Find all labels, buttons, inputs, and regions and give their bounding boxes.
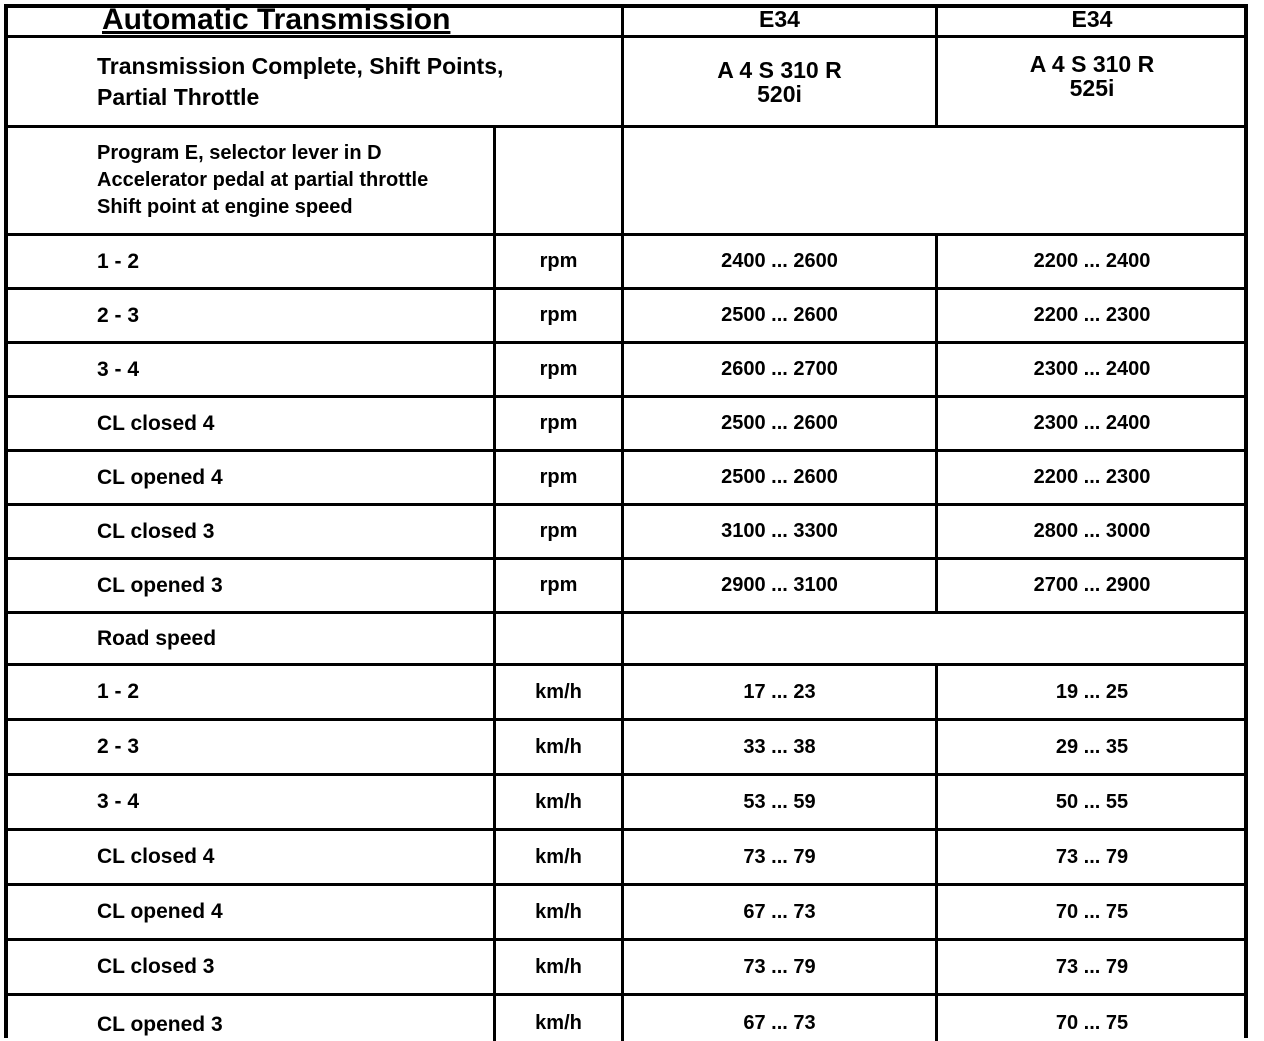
column2-model: [935, 38, 1246, 125]
road-speed-unit-empty: [493, 614, 621, 663]
value-525i: 70 ... 75: [935, 996, 1246, 1041]
column1-series: [621, 4, 935, 35]
shift-label: 3 - 4: [97, 790, 140, 813]
table-row: [6, 506, 1246, 560]
column1-model-text: A 4 S 310 R: [717, 57, 842, 83]
shift-label: CL opened 4: [97, 465, 223, 489]
unit: km/h: [493, 886, 621, 938]
program-note-values-empty: [621, 128, 1246, 233]
table-row: [6, 344, 1246, 398]
value-520i: 67 ... 73: [621, 886, 935, 938]
table-row: [6, 560, 1246, 614]
value-525i: 2700 ... 2900: [935, 560, 1246, 611]
unit: km/h: [493, 666, 621, 718]
unit: rpm: [493, 236, 621, 287]
program-note-unit-empty: [493, 128, 621, 233]
value-520i: 2400 ... 2600: [621, 236, 935, 287]
value-525i: 2300 ... 2400: [935, 398, 1246, 449]
value-520i: 2500 ... 2600: [621, 398, 935, 449]
table-row: [6, 452, 1246, 506]
unit: rpm: [493, 398, 621, 449]
value-525i: 29 ... 35: [935, 721, 1246, 773]
unit: rpm: [493, 506, 621, 557]
shift-label: CL opened 3: [97, 1013, 223, 1036]
shift-label: 1 - 2: [97, 680, 140, 703]
unit: rpm: [493, 560, 621, 611]
program-note-row: [6, 128, 1246, 236]
table-row: [6, 831, 1246, 886]
page-title-text: Automatic Transmission: [102, 2, 451, 36]
unit: rpm: [493, 344, 621, 395]
table-row: [6, 996, 1246, 1041]
column1-model: [621, 38, 935, 125]
column2-variant-text: 525i: [1069, 75, 1115, 101]
header-title-row: [6, 4, 1246, 38]
table-row: [6, 666, 1246, 721]
road-speed-values-empty: [621, 614, 1246, 663]
shift-label: CL closed 3: [97, 519, 215, 543]
table-row: [6, 941, 1246, 996]
shift-label: 2 - 3: [97, 303, 140, 327]
value-520i: 2500 ... 2600: [621, 290, 935, 341]
value-520i: 73 ... 79: [621, 831, 935, 883]
table-row: [6, 398, 1246, 452]
shift-label: CL closed 4: [97, 845, 215, 868]
unit: rpm: [493, 452, 621, 503]
unit: rpm: [493, 290, 621, 341]
table-row: [6, 721, 1246, 776]
value-525i: 70 ... 75: [935, 886, 1246, 938]
unit: km/h: [493, 941, 621, 993]
program-note: [6, 128, 493, 233]
value-525i: 2800 ... 3000: [935, 506, 1246, 557]
subtitle: [6, 38, 621, 125]
unit: km/h: [493, 831, 621, 883]
value-520i: 2900 ... 3100: [621, 560, 935, 611]
value-520i: 33 ... 38: [621, 721, 935, 773]
shift-label: CL closed 4: [97, 411, 215, 435]
header-model-row: [6, 38, 1246, 128]
column2-model-text: A 4 S 310 R: [1029, 51, 1155, 77]
value-525i: 2300 ... 2400: [935, 344, 1246, 395]
shift-label: 3 - 4: [97, 357, 140, 381]
shift-label: 1 - 2: [97, 249, 140, 273]
shift-label: 2 - 3: [97, 735, 140, 758]
column2-series-text: E34: [1071, 6, 1113, 32]
table-row: [6, 776, 1246, 831]
value-525i: 50 ... 55: [935, 776, 1246, 828]
column1-series-text: E34: [759, 6, 800, 32]
value-520i: 53 ... 59: [621, 776, 935, 828]
road-speed-heading-row: [6, 614, 1246, 666]
subtitle-line1: Transmission Complete, Shift Points,: [97, 52, 504, 79]
program-note-line1: Program E, selector lever in D: [97, 142, 382, 164]
column2-series: [935, 4, 1246, 35]
table-row: [6, 236, 1246, 290]
shift-label: CL opened 3: [97, 573, 223, 597]
unit: km/h: [493, 996, 621, 1041]
subtitle-line2: Partial Throttle: [97, 83, 260, 110]
value-525i: 73 ... 79: [935, 831, 1246, 883]
table-row: [6, 886, 1246, 941]
shift-label: CL opened 4: [97, 900, 223, 923]
unit: km/h: [493, 776, 621, 828]
value-525i: 19 ... 25: [935, 666, 1246, 718]
value-525i: 73 ... 79: [935, 941, 1246, 993]
page-title: [6, 4, 621, 35]
value-520i: 67 ... 73: [621, 996, 935, 1041]
value-525i: 2200 ... 2400: [935, 236, 1246, 287]
program-note-line2: Accelerator pedal at partial throttle: [97, 169, 429, 191]
value-520i: 2500 ... 2600: [621, 452, 935, 503]
value-520i: 73 ... 79: [621, 941, 935, 993]
program-note-line3: Shift point at engine speed: [97, 196, 353, 218]
road-speed-heading: Road speed: [97, 626, 217, 650]
value-525i: 2200 ... 2300: [935, 452, 1246, 503]
value-520i: 17 ... 23: [621, 666, 935, 718]
column1-variant-text: 520i: [757, 81, 802, 107]
shift-label: CL closed 3: [97, 955, 215, 978]
value-520i: 2600 ... 2700: [621, 344, 935, 395]
value-520i: 3100 ... 3300: [621, 506, 935, 557]
value-525i: 2200 ... 2300: [935, 290, 1246, 341]
table-row: [6, 290, 1246, 344]
unit: km/h: [493, 721, 621, 773]
